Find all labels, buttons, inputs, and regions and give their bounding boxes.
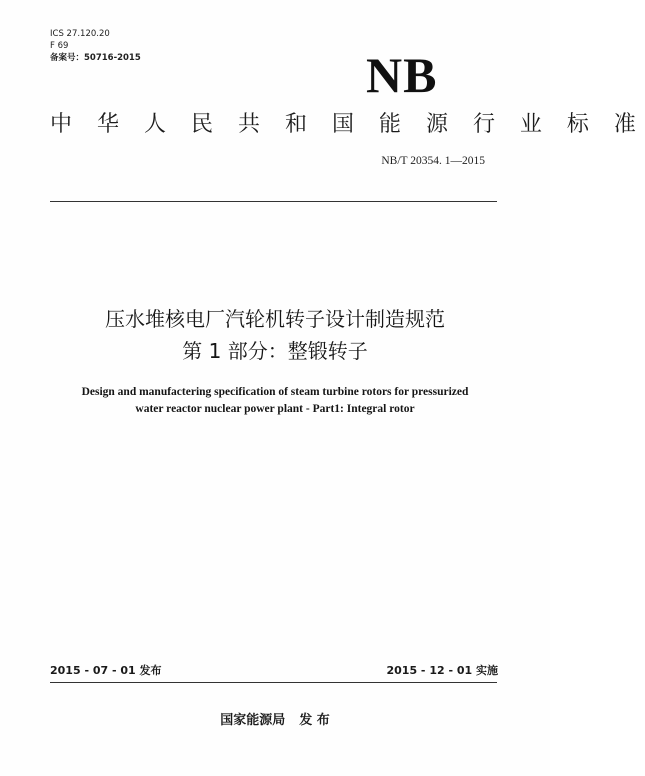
standard-body-title: 中 华 人 民 共 和 国 能 源 行 业 标 准 <box>50 112 645 137</box>
top-divider <box>50 201 497 202</box>
classification-code: F 69 <box>50 41 69 51</box>
document-number: NB/T 20354. 1—2015 <box>381 155 485 167</box>
publisher-line <box>0 712 550 730</box>
chinese-title-line-2: 第 1 部分：整锻转子 <box>182 339 368 363</box>
ics-code: ICS 27.120.20 <box>50 29 110 39</box>
nb-logo: NB <box>366 47 438 103</box>
publish-label: 发 布 <box>299 713 330 728</box>
implementation-date: 2015 - 12 - 01 实施 <box>386 664 498 677</box>
english-title-line-1: Design and manufactering specification of steam turbine rotors for pressurized <box>81 386 469 398</box>
record-number: 备案号：50716-2015 <box>50 53 141 63</box>
chinese-title-line-1: 压水堆核电厂汽轮机转子设计制造规范 <box>105 307 445 331</box>
english-title-line-2: water reactor nuclear power plant - Part1: Integral rotor <box>135 403 415 415</box>
publisher-name: 国家能源局 <box>220 713 286 728</box>
bottom-divider <box>50 682 497 683</box>
issue-date: 2015 - 07 - 01 发布 <box>50 664 162 677</box>
